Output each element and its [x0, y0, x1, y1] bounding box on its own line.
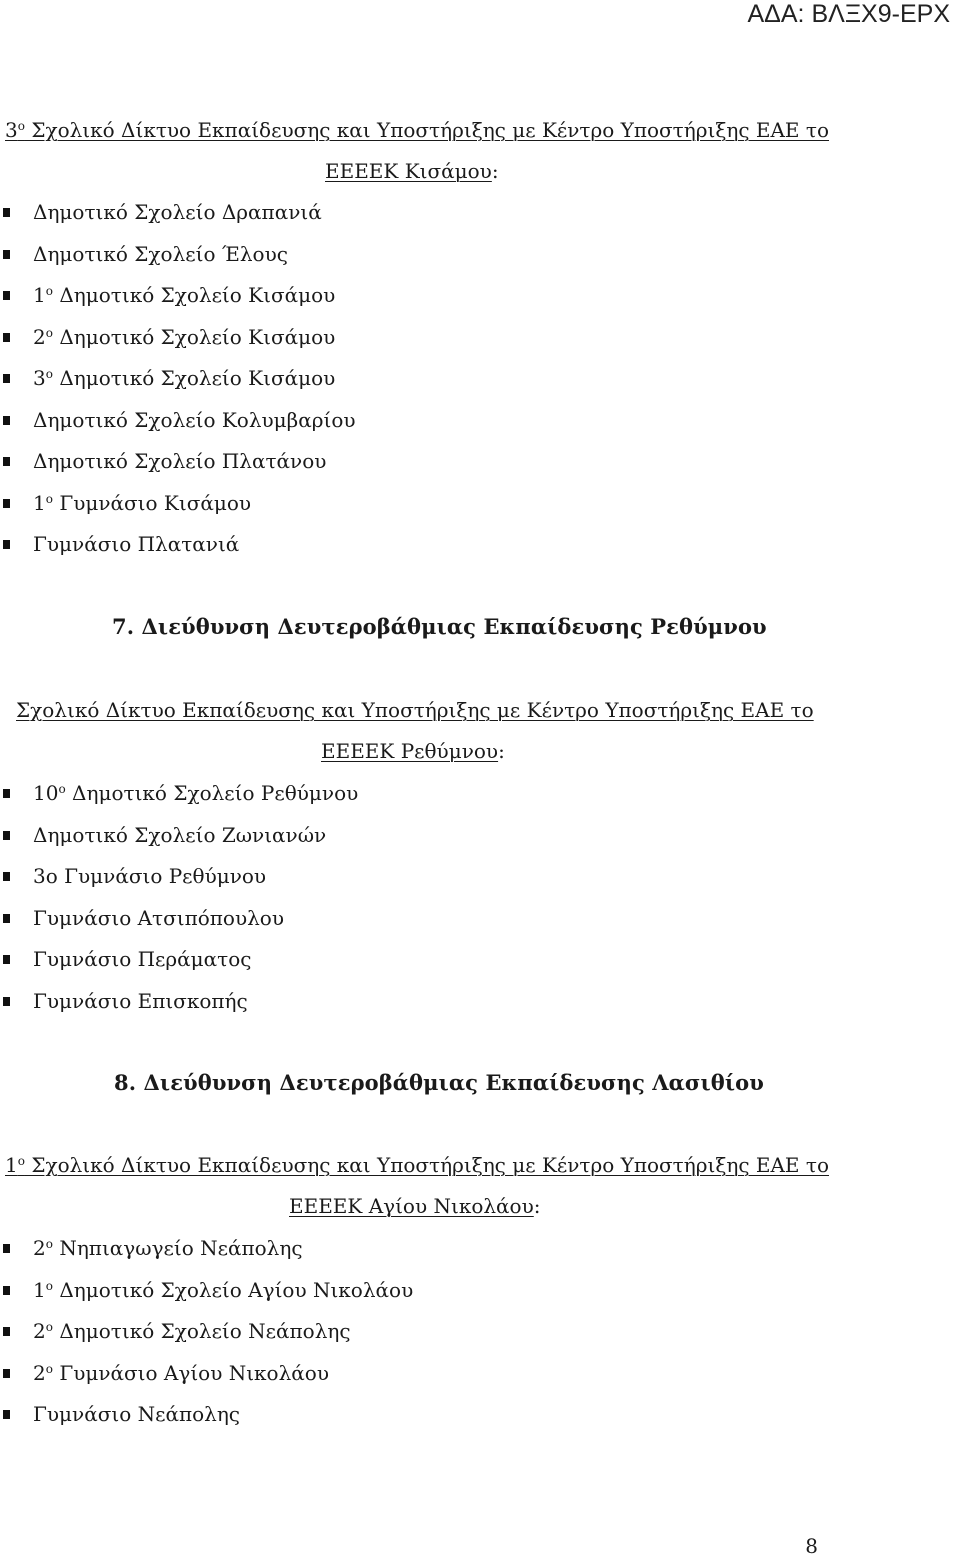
list-item: $2^o$ Δημοτικό Σχολείο Νεάπολης — [0, 1311, 413, 1353]
school-name: Δημοτικό Σχολείο Αγίου Νικολάου — [52, 1277, 414, 1302]
square-bullet-icon — [3, 333, 10, 342]
school-list-kisamou — [0, 192, 356, 566]
school-name: 3ο Γυμνάσιο Ρεθύμνου — [33, 864, 267, 888]
square-bullet-icon — [3, 1410, 10, 1419]
square-bullet-icon — [3, 872, 10, 881]
square-bullet-icon — [3, 540, 10, 549]
network-title-line1: $1^o$ Σχολικό Δίκτυο Εκπαίδευσης και Υποστήριξης με Κέντρο Υποστήριξης ΕΑΕ το — [5, 1153, 829, 1177]
square-bullet-icon — [3, 416, 10, 425]
square-bullet-icon — [3, 789, 10, 798]
square-bullet-icon — [3, 997, 10, 1006]
school-name: Δημοτικό Σχολείο Ζωνιανών — [33, 822, 327, 847]
square-bullet-icon — [3, 208, 10, 217]
list-item: $3^o$ Δημοτικό Σχολείο Κισάμου — [0, 358, 356, 400]
network-title-lasithi: $1^o$ Σχολικό Δίκτυο Εκπαίδευσης και Υποστήριξης με Κέντρο Υποστήριξης ΕΑΕ το ΕΕΕΕΚ Αγίου Νικολάου: — [5, 1153, 829, 1218]
network-title-line2: ΕΕΕΕΚ Ρεθύμνου — [321, 739, 499, 763]
square-bullet-icon — [3, 831, 10, 840]
square-bullet-icon — [3, 291, 10, 300]
section-heading-rethymno: 7. Διεύθυνση Δευτεροβάθμιας Εκπαίδευσης Ρεθύμνου — [112, 614, 767, 639]
square-bullet-icon — [3, 499, 10, 508]
school-name: Γυμνάσιο Περάματος — [33, 947, 252, 971]
school-name: Δημοτικό Σχολείο Κισάμου — [52, 324, 336, 349]
list-item: $2^o$ Νηπιαγωγείο Νεάπολης — [0, 1228, 413, 1270]
list-item — [0, 939, 358, 981]
square-bullet-icon — [3, 250, 10, 259]
list-item — [0, 898, 358, 940]
network-title-kisamou: $3^o$ Σχολικό Δίκτυο Εκπαίδευσης και Υποστήριξης με Κέντρο Υποστήριξης ΕΑΕ το ΕΕΕΕΚ Κισάμου: — [5, 118, 829, 183]
school-name: Γυμνάσιο Ατσιπόπουλου — [33, 905, 284, 930]
list-item: $1^o$ Δημοτικό Σχολείο Αγίου Νικολάου — [0, 1270, 413, 1312]
list-item — [0, 524, 356, 566]
square-bullet-icon — [3, 1286, 10, 1295]
list-item: $10^o$ Δημοτικό Σχολείο Ρεθύμνου — [0, 773, 358, 815]
ada-identifier: ΑΔΑ: ΒΛΞΧ9-ΕΡΧ — [747, 0, 950, 28]
school-name: Δημοτικό Σχολείο Νεάπολης — [52, 1319, 351, 1343]
school-name: Δημοτικό Σχολείο Έλους — [33, 241, 288, 266]
school-name: Νηπιαγωγείο Νεάπολης — [52, 1236, 303, 1260]
network-title-line1: Σχολικό Δίκτυο Εκπαίδευσης και Υποστήριξης με Κέντρο Υποστήριξης ΕΑΕ το — [16, 698, 814, 722]
list-item — [0, 192, 356, 234]
square-bullet-icon — [3, 914, 10, 923]
school-name: Γυμνάσιο Κισάμου — [52, 490, 252, 515]
network-title-rethymno: Σχολικό Δίκτυο Εκπαίδευσης και Υποστήριξης με Κέντρο Υποστήριξης ΕΑΕ το ΕΕΕΕΚ Ρεθύμνου: — [16, 698, 814, 763]
list-item — [0, 815, 358, 857]
section-heading-lasithi: 8. Διεύθυνση Δευτεροβάθμιας Εκπαίδευσης Λασιθίου — [114, 1070, 764, 1095]
page-number: 8 — [805, 1534, 818, 1558]
list-item: $2^o$ Γυμνάσιο Αγίου Νικολάου — [0, 1353, 413, 1395]
school-name: Γυμνάσιο Πλατανιά — [33, 532, 240, 556]
list-item — [0, 981, 358, 1023]
network-title-line2: ΕΕΕΕΚ Κισάμου — [325, 159, 492, 183]
school-name: Δημοτικό Σχολείο Πλατάνου — [33, 449, 327, 473]
list-item: $1^o$ Γυμνάσιο Κισάμου — [0, 483, 356, 525]
school-list-lasithi — [0, 1228, 413, 1436]
school-name: Δημοτικό Σχολείο Κισάμου — [52, 283, 336, 307]
list-item — [0, 1394, 413, 1436]
square-bullet-icon — [3, 374, 10, 383]
school-list-rethymno — [0, 773, 358, 1022]
square-bullet-icon — [3, 955, 10, 964]
list-item — [0, 400, 356, 442]
school-name: Δημοτικό Σχολείο Κολυμβαρίου — [33, 407, 356, 432]
list-item — [0, 234, 356, 276]
square-bullet-icon — [3, 1369, 10, 1378]
school-name: Δημοτικό Σχολείο Δραπανιά — [33, 200, 322, 224]
list-item — [0, 856, 358, 898]
square-bullet-icon — [3, 1244, 10, 1253]
list-item: $1^o$ Δημοτικό Σχολείο Κισάμου — [0, 275, 356, 317]
school-name: Γυμνάσιο Νεάπολης — [33, 1402, 241, 1426]
square-bullet-icon — [3, 1327, 10, 1336]
school-name: Δημοτικό Σχολείο Κισάμου — [52, 366, 336, 390]
network-title-line1: $3^o$ Σχολικό Δίκτυο Εκπαίδευσης και Υποστήριξης με Κέντρο Υποστήριξης ΕΑΕ το — [5, 118, 829, 142]
school-name: Δημοτικό Σχολείο Ρεθύμνου — [65, 781, 359, 805]
square-bullet-icon — [3, 457, 10, 466]
school-name: Γυμνάσιο Αγίου Νικολάου — [52, 1360, 329, 1385]
list-item — [0, 441, 356, 483]
school-name: Γυμνάσιο Επισκοπής — [33, 988, 248, 1013]
network-title-line2: ΕΕΕΕΚ Αγίου Νικολάου — [289, 1194, 534, 1218]
list-item: $2^o$ Δημοτικό Σχολείο Κισάμου — [0, 317, 356, 359]
